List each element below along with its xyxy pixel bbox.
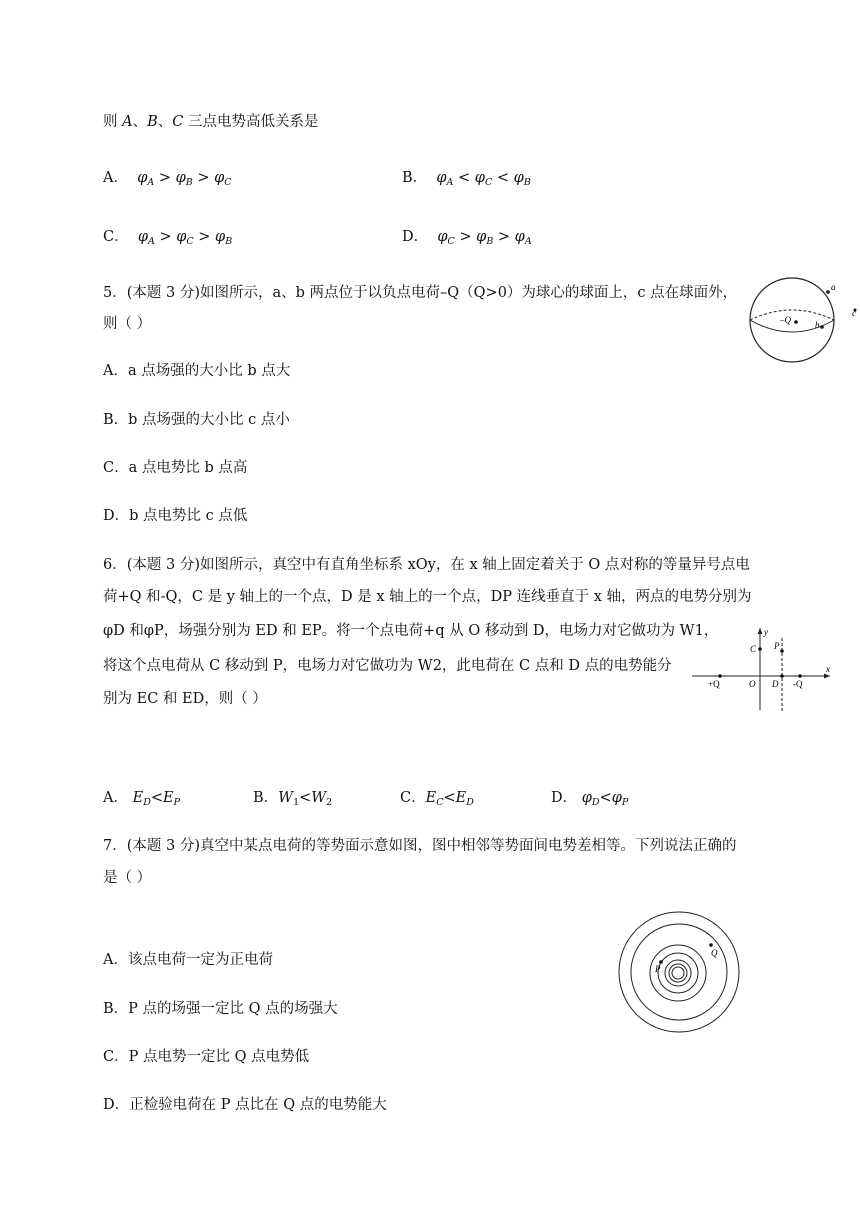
q7-stem-line1: 7．(本题 3 分)真空中某点电荷的等势面示意如图，图中相邻等势面间电势差相等。下列说法正确的 [103, 838, 737, 854]
q6-option-c: C．$E_C<E_D$ [400, 790, 474, 808]
q4-option-c: C． $\varphi_A > \varphi_C > \varphi_B$ [103, 229, 233, 247]
q5-option-a: A．a 点场强的大小比 b 点大 [103, 363, 291, 379]
label-c: c [852, 308, 856, 318]
point-plus-q [718, 674, 722, 678]
q6-option-d: D． $\varphi_D<\varphi_P$ [551, 790, 629, 808]
x-axis-arrow [824, 674, 830, 679]
label-q: –Q [780, 315, 791, 325]
point-minus-q [798, 674, 802, 678]
q7-option-c: C．P 点电势一定比 Q 点电势低 [103, 1049, 310, 1065]
q6-stem-line4: 将这个点电荷从 C 移动到 P，电场力对它做功为 W2，此电荷在 C 点和 D 点的电势能分 [103, 658, 672, 674]
q4-option-a: A． $\varphi_A > \varphi_B > \varphi_C$ [103, 170, 232, 188]
q7-option-d: D．正检验电荷在 P 点比在 Q 点的电势能大 [103, 1097, 387, 1113]
y-axis-arrow [758, 628, 763, 634]
q6-stem-line5: 别为 EC 和 ED，则（ ） [103, 691, 267, 707]
label-d: D [772, 679, 779, 689]
equipotential-ring-4 [658, 953, 698, 993]
label-a: a [831, 282, 836, 292]
q6-option-b: B．$W_1<W_2$ [253, 790, 333, 808]
label-y: y [764, 627, 768, 637]
point-b [820, 325, 824, 329]
equipotential-ring-7 [672, 967, 684, 979]
equipotential-ring-2 [631, 924, 727, 1020]
label-c: C [750, 644, 757, 654]
q5-sphere-figure [748, 270, 860, 370]
sphere-equator-back [750, 310, 834, 320]
equipotential-ring-1 [619, 912, 739, 1032]
q7-option-b: B．P 点的场强一定比 Q 点的场强大 [103, 1001, 338, 1017]
q5-stem-line1: 5．(本题 3 分)如图所示，a、b 两点位于以负点电荷–Q（Q>0）为球心的球面上，c 点在球面外， [103, 285, 738, 301]
label-o: O [749, 679, 756, 689]
q5-option-d: D．b 点电势比 c 点低 [103, 508, 248, 524]
label-x: x [826, 664, 830, 674]
point-q [794, 320, 798, 324]
sphere-outline [750, 278, 834, 362]
q6-stem-line1: 6．(本题 3 分)如图所示，真空中有直角坐标系 xOy，在 x 轴上固定着关于 O 点对称的等量异号点电 [103, 557, 750, 573]
label-p: P [774, 641, 780, 651]
intro-text: 则 A、B、C 三点电势高低关系是 [103, 114, 319, 130]
q7-stem-line2: 是（ ） [103, 870, 152, 886]
q7-equipotential-figure [614, 910, 744, 1034]
label-p: P [655, 964, 661, 974]
q4-option-d: D． $\varphi_C > \varphi_B > \varphi_A$ [402, 229, 532, 247]
label-minus-q: -Q [793, 679, 803, 689]
point-d [780, 674, 784, 678]
q6-stem-line3: φD 和φP，场强分别为 ED 和 EP。将一个点电荷+q 从 O 移动到 D，电场力对它做功为 W1， [103, 623, 719, 639]
label-b: b [815, 320, 820, 330]
q5-option-c: C．a 点电势比 b 点高 [103, 460, 248, 476]
label-plus-q: +Q [708, 679, 720, 689]
q5-option-b: B．b 点场强的大小比 c 点小 [103, 412, 290, 428]
q5-stem-line2: 则（ ） [103, 316, 152, 332]
point-q [709, 943, 713, 947]
point-p [780, 649, 784, 653]
q4-option-b: B． $\varphi_A < \varphi_C < \varphi_B$ [402, 170, 531, 188]
label-q: Q [711, 948, 718, 958]
q6-axes-figure [690, 624, 835, 714]
q6-stem-line2: 荷+Q 和-Q，C 是 y 轴上的一个点，D 是 x 轴上的一个点，DP 连线垂直于 x 轴，两点的电势分别为 [103, 589, 752, 605]
q6-option-a: A． $E_D<E_P$ [103, 790, 180, 808]
point-c [758, 647, 762, 651]
point-a [826, 290, 830, 294]
q7-option-a: A．该点电荷一定为正电荷 [103, 952, 273, 968]
